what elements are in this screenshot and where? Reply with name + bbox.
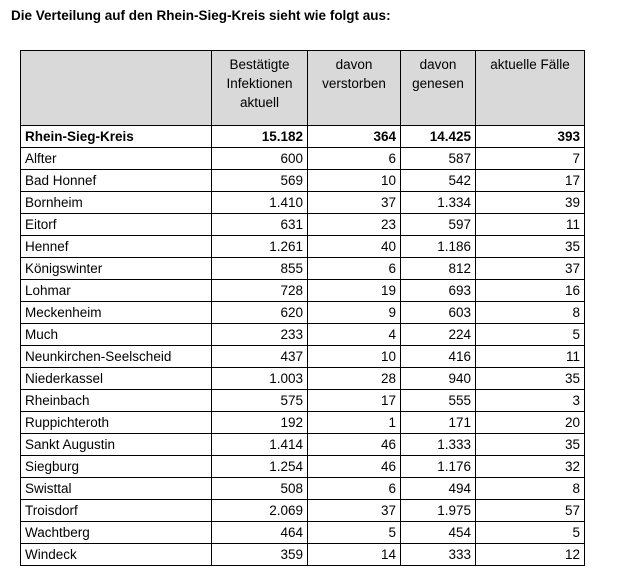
cell-infected: 1.254 [212, 456, 308, 478]
table-row [21, 148, 585, 170]
cell-current: 11 [476, 346, 585, 368]
cell-deceased: 40 [308, 236, 401, 258]
table-row [21, 500, 585, 522]
cell-infected: 1.410 [212, 192, 308, 214]
cell-deceased: 6 [308, 258, 401, 280]
cell-current: 12 [476, 544, 585, 566]
cell-recovered: 693 [401, 280, 476, 302]
header-recovered: davon genesen [401, 51, 476, 126]
cell-infected: 728 [212, 280, 308, 302]
cell-deceased: 17 [308, 390, 401, 412]
cell-deceased: 4 [308, 324, 401, 346]
cell-infected: 569 [212, 170, 308, 192]
cell-deceased: 14 [308, 544, 401, 566]
cell-name: Troisdorf [21, 500, 212, 522]
cell-deceased: 6 [308, 148, 401, 170]
table-row [21, 478, 585, 500]
cell-recovered: 1.186 [401, 236, 476, 258]
cell-recovered: 454 [401, 522, 476, 544]
total-row [21, 126, 585, 148]
cell-deceased: 19 [308, 280, 401, 302]
table-row [21, 390, 585, 412]
total-current: 393 [476, 126, 585, 148]
cell-deceased: 46 [308, 434, 401, 456]
cell-name: Neunkirchen-Seelscheid [21, 346, 212, 368]
cell-infected: 437 [212, 346, 308, 368]
cell-deceased: 46 [308, 456, 401, 478]
cell-current: 5 [476, 324, 585, 346]
table-row [21, 214, 585, 236]
cell-name: Meckenheim [21, 302, 212, 324]
cell-current: 8 [476, 302, 585, 324]
cell-name: Windeck [21, 544, 212, 566]
cell-recovered: 812 [401, 258, 476, 280]
cell-current: 35 [476, 434, 585, 456]
cell-recovered: 597 [401, 214, 476, 236]
distribution-table [20, 50, 585, 566]
header-confirmed-infections: Bestätigte Infektionen aktuell [212, 51, 308, 126]
table-row [21, 324, 585, 346]
cell-name: Alfter [21, 148, 212, 170]
cell-current: 35 [476, 236, 585, 258]
cell-recovered: 940 [401, 368, 476, 390]
cell-recovered: 416 [401, 346, 476, 368]
cell-deceased: 37 [308, 192, 401, 214]
total-name: Rhein-Sieg-Kreis [21, 126, 212, 148]
cell-name: Rheinbach [21, 390, 212, 412]
cell-infected: 464 [212, 522, 308, 544]
cell-infected: 192 [212, 412, 308, 434]
table-row [21, 456, 585, 478]
cell-recovered: 1.333 [401, 434, 476, 456]
table-row [21, 258, 585, 280]
cell-deceased: 10 [308, 170, 401, 192]
cell-infected: 1.003 [212, 368, 308, 390]
total-recovered: 14.425 [401, 126, 476, 148]
cell-infected: 2.069 [212, 500, 308, 522]
cell-name: Bad Honnef [21, 170, 212, 192]
cell-current: 11 [476, 214, 585, 236]
cell-name: Swisttal [21, 478, 212, 500]
total-deceased: 364 [308, 126, 401, 148]
cell-deceased: 1 [308, 412, 401, 434]
cell-name: Lohmar [21, 280, 212, 302]
table-row [21, 236, 585, 258]
cell-recovered: 603 [401, 302, 476, 324]
cell-name: Niederkassel [21, 368, 212, 390]
total-infected: 15.182 [212, 126, 308, 148]
cell-name: Bornheim [21, 192, 212, 214]
cell-current: 32 [476, 456, 585, 478]
cell-current: 39 [476, 192, 585, 214]
cell-infected: 359 [212, 544, 308, 566]
header-deceased: davon verstorben [308, 51, 401, 126]
cell-infected: 600 [212, 148, 308, 170]
cell-recovered: 542 [401, 170, 476, 192]
cell-recovered: 224 [401, 324, 476, 346]
cell-infected: 855 [212, 258, 308, 280]
cell-name: Hennef [21, 236, 212, 258]
cell-name: Ruppichteroth [21, 412, 212, 434]
cell-recovered: 171 [401, 412, 476, 434]
cell-current: 37 [476, 258, 585, 280]
cell-deceased: 10 [308, 346, 401, 368]
table-row [21, 368, 585, 390]
cell-name: Eitorf [21, 214, 212, 236]
cell-current: 8 [476, 478, 585, 500]
cell-name: Much [21, 324, 212, 346]
table-row [21, 522, 585, 544]
table-row [21, 434, 585, 456]
header-empty-cell [21, 51, 212, 126]
cell-name: Sankt Augustin [21, 434, 212, 456]
cell-recovered: 494 [401, 478, 476, 500]
cell-recovered: 555 [401, 390, 476, 412]
cell-recovered: 587 [401, 148, 476, 170]
cell-deceased: 37 [308, 500, 401, 522]
cell-deceased: 9 [308, 302, 401, 324]
cell-infected: 1.261 [212, 236, 308, 258]
cell-deceased: 28 [308, 368, 401, 390]
cell-infected: 575 [212, 390, 308, 412]
cell-name: Wachtberg [21, 522, 212, 544]
cell-deceased: 6 [308, 478, 401, 500]
table-row [21, 192, 585, 214]
cell-deceased: 5 [308, 522, 401, 544]
cell-name: Siegburg [21, 456, 212, 478]
table-row [21, 170, 585, 192]
table-row [21, 346, 585, 368]
cell-current: 16 [476, 280, 585, 302]
cell-recovered: 333 [401, 544, 476, 566]
table-header-row [21, 51, 585, 126]
cell-deceased: 23 [308, 214, 401, 236]
cell-infected: 631 [212, 214, 308, 236]
page-heading: Die Verteilung auf den Rhein-Sieg-Kreis sieht wie folgt aus: [11, 8, 391, 23]
cell-current: 35 [476, 368, 585, 390]
cell-current: 5 [476, 522, 585, 544]
cell-current: 7 [476, 148, 585, 170]
table-row [21, 544, 585, 566]
table-row [21, 412, 585, 434]
cell-recovered: 1.975 [401, 500, 476, 522]
cell-name: Königswinter [21, 258, 212, 280]
cell-current: 17 [476, 170, 585, 192]
cell-infected: 508 [212, 478, 308, 500]
cell-current: 3 [476, 390, 585, 412]
table-row [21, 280, 585, 302]
cell-current: 20 [476, 412, 585, 434]
cell-infected: 1.414 [212, 434, 308, 456]
cell-recovered: 1.334 [401, 192, 476, 214]
cell-infected: 620 [212, 302, 308, 324]
table-row [21, 302, 585, 324]
cell-infected: 233 [212, 324, 308, 346]
cell-current: 57 [476, 500, 585, 522]
cell-recovered: 1.176 [401, 456, 476, 478]
header-current-cases: aktuelle Fälle [476, 51, 585, 126]
